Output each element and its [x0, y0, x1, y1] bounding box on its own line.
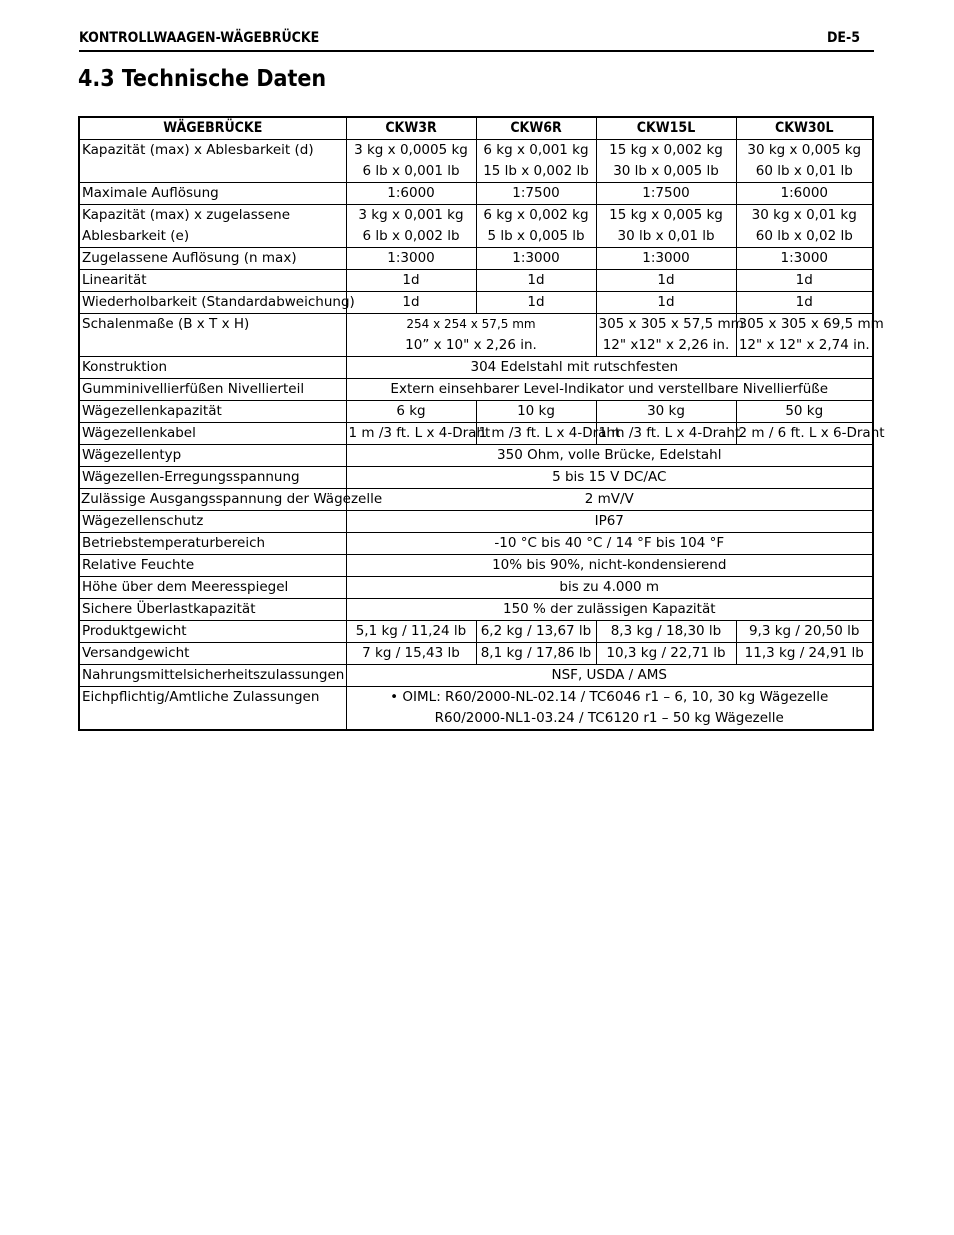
table-cell: 304 Edelstahl mit rutschfesten	[346, 357, 873, 379]
section-title: 4.3 Technische Daten	[78, 66, 327, 92]
row-label: Kapazität (max) x zugelassene Ablesbarkeit (e)	[79, 205, 346, 248]
table-cell: 2 mV/V	[346, 489, 873, 511]
row-label: Eichpflichtig/Amtliche Zulassungen	[79, 687, 346, 731]
table-cell: 15 kg x 0,005 kg 30 lb x 0,01 lb	[596, 205, 736, 248]
column-header: CKW3R	[346, 117, 476, 140]
table-cell: 1:3000	[736, 248, 873, 270]
table-row	[79, 511, 873, 533]
table-cell: 6 kg x 0,002 kg 5 lb x 0,005 lb	[476, 205, 596, 248]
spec-table	[78, 116, 885, 731]
row-label: Versandgewicht	[79, 643, 346, 665]
table-row	[79, 467, 873, 489]
table-cell: 6 kg	[346, 401, 476, 423]
table-row	[79, 555, 873, 577]
table-cell: 1:6000	[346, 183, 476, 205]
table-row	[79, 643, 873, 665]
column-header: CKW6R	[476, 117, 596, 140]
table-header-row	[79, 117, 873, 140]
table-cell: 6 kg x 0,001 kg 15 lb x 0,002 lb	[476, 140, 596, 183]
table-row	[79, 687, 873, 731]
table-row	[79, 401, 873, 423]
table-cell: 1d	[736, 292, 873, 314]
row-label: Zulässige Ausgangsspannung der Wägezelle	[79, 489, 346, 511]
table-cell: 254 x 254 x 57,5 mm 10” x 10" x 2,26 in.	[346, 314, 596, 357]
table-row	[79, 599, 873, 621]
table-cell: 1:3000	[476, 248, 596, 270]
row-label: Gumminivellierfüßen Nivellierteil	[79, 379, 346, 401]
row-label: Wägezellenkapazität	[79, 401, 346, 423]
table-cell: 1 m /3 ft. L x 4-Draht	[596, 423, 736, 445]
table-cell: 350 Ohm, volle Brücke, Edelstahl	[346, 445, 873, 467]
table-row	[79, 357, 873, 379]
table-cell: 10% bis 90%, nicht-kondensierend	[346, 555, 873, 577]
table-cell: 2 m / 6 ft. L x 6-Draht	[736, 423, 873, 445]
table-cell: 8,3 kg / 18,30 lb	[596, 621, 736, 643]
table-cell: 1 m /3 ft. L x 4-Draht	[476, 423, 596, 445]
row-label: Wägezellenkabel	[79, 423, 346, 445]
table-cell: 1:3000	[596, 248, 736, 270]
row-label: Wägezellen-Erregungsspannung	[79, 467, 346, 489]
row-label: Wägezellentyp	[79, 445, 346, 467]
table-cell: 11,3 kg / 24,91 lb	[736, 643, 873, 665]
table-cell: 7 kg / 15,43 lb	[346, 643, 476, 665]
table-row	[79, 205, 873, 248]
row-label: Wägezellenschutz	[79, 511, 346, 533]
table-cell: 1:3000	[346, 248, 476, 270]
table-cell: 8,1 kg / 17,86 lb	[476, 643, 596, 665]
table-cell: 150 % der zulässigen Kapazität	[346, 599, 873, 621]
table-cell: 1d	[476, 292, 596, 314]
table-cell: 30 kg x 0,01 kg 60 lb x 0,02 lb	[736, 205, 873, 248]
table-row	[79, 379, 873, 401]
column-header: WÄGEBRÜCKE	[79, 117, 346, 140]
table-row	[79, 423, 873, 445]
table-row	[79, 665, 873, 687]
row-label: Produktgewicht	[79, 621, 346, 643]
table-cell: Extern einsehbarer Level-Indikator und verstellbare Nivellierfüße	[346, 379, 873, 401]
row-label: Wiederholbarkeit (Standardabweichung)	[79, 292, 346, 314]
row-label: Schalenmaße (B x T x H)	[79, 314, 346, 357]
table-row	[79, 270, 873, 292]
table-cell: 1:7500	[596, 183, 736, 205]
table-cell: 1d	[596, 292, 736, 314]
table-cell: bis zu 4.000 m	[346, 577, 873, 599]
table-cell: 50 kg	[736, 401, 873, 423]
table-cell: 1d	[596, 270, 736, 292]
header-title: KONTROLLWAAGEN-WÄGEBRÜCKE	[79, 30, 320, 46]
table-cell: 5 bis 15 V DC/AC	[346, 467, 873, 489]
column-header: CKW30L	[736, 117, 873, 140]
row-label: Kapazität (max) x Ablesbarkeit (d)	[79, 140, 346, 183]
row-label: Maximale Auflösung	[79, 183, 346, 205]
table-cell: 305 x 305 x 69,5 mm 12" x 12" x 2,74 in.	[736, 314, 873, 357]
table-cell: 1:7500	[476, 183, 596, 205]
table-cell: 9,3 kg / 20,50 lb	[736, 621, 873, 643]
row-label: Relative Feuchte	[79, 555, 346, 577]
row-label: Konstruktion	[79, 357, 346, 379]
table-row	[79, 183, 873, 205]
table-cell: 1:6000	[736, 183, 873, 205]
table-row	[79, 248, 873, 270]
table-cell: NSF, USDA / AMS	[346, 665, 873, 687]
table-cell: 30 kg x 0,005 kg 60 lb x 0,01 lb	[736, 140, 873, 183]
table-cell: 1d	[346, 270, 476, 292]
row-label: Nahrungsmittelsicherheitszulassungen	[79, 665, 346, 687]
table-row	[79, 533, 873, 555]
table-cell: 10 kg	[476, 401, 596, 423]
table-cell: 6,2 kg / 13,67 lb	[476, 621, 596, 643]
table-cell: 10,3 kg / 22,71 lb	[596, 643, 736, 665]
table-row	[79, 577, 873, 599]
row-label: Höhe über dem Meeresspiegel	[79, 577, 346, 599]
table-row	[79, 314, 873, 357]
table-cell: 15 kg x 0,002 kg 30 lb x 0,005 lb	[596, 140, 736, 183]
row-label: Betriebstemperaturbereich	[79, 533, 346, 555]
page-number: DE-5	[826, 30, 860, 46]
table-cell: 5,1 kg / 11,24 lb	[346, 621, 476, 643]
table-cell: IP67	[346, 511, 873, 533]
table-cell: • OIML: R60/2000-NL-02.14 / TC6046 r1 – 6, 10, 30 kg Wägezelle R60/2000-NL1-03.24 / TC6120 r1 – 50 kg Wägezelle	[346, 687, 873, 731]
row-label: Sichere Überlastkapazität	[79, 599, 346, 621]
table-row	[79, 140, 873, 183]
table-cell: 3 kg x 0,001 kg 6 lb x 0,002 lb	[346, 205, 476, 248]
table-row	[79, 292, 873, 314]
row-label: Linearität	[79, 270, 346, 292]
table-cell: 1 m /3 ft. L x 4-Draht	[346, 423, 476, 445]
table-row	[79, 489, 873, 511]
table-cell: 1d	[476, 270, 596, 292]
table-row	[79, 621, 873, 643]
table-cell: 1d	[736, 270, 873, 292]
column-header: CKW15L	[596, 117, 736, 140]
table-cell: -10 °C bis 40 °C / 14 °F bis 104 °F	[346, 533, 873, 555]
table-row	[79, 445, 873, 467]
row-label: Zugelassene Auflösung (n max)	[79, 248, 346, 270]
page-header	[79, 28, 874, 52]
table-cell: 305 x 305 x 57,5 mm 12" x12" x 2,26 in.	[596, 314, 736, 357]
table-cell: 1d	[346, 292, 476, 314]
table-cell: 3 kg x 0,0005 kg 6 lb x 0,001 lb	[346, 140, 476, 183]
table-cell: 30 kg	[596, 401, 736, 423]
